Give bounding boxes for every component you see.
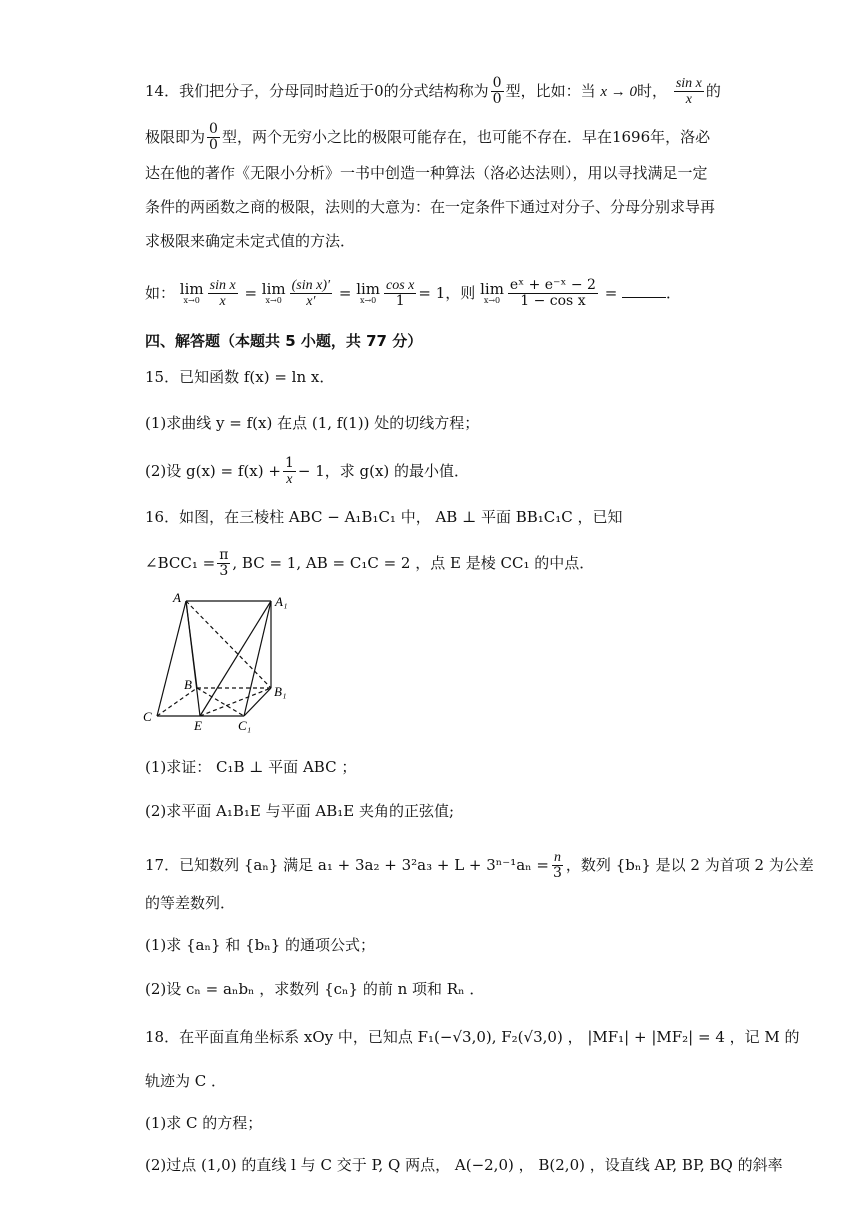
fraction-1-over-x: $\frac{1}{x}$ bbox=[284, 455, 294, 488]
q17-part1: (1)求 {aₙ} 和 {bₙ} 的通项公式； bbox=[145, 936, 376, 954]
q15-stem: 15．已知函数 f(x) = ln x． bbox=[145, 368, 335, 386]
q18-part2: (2)过点 (1,0) 的直线 l 与 C 交于 P, Q 两点， A(−2,0) ， B(2,0) ，设直线 AP, BP, BQ 的斜率 bbox=[145, 1156, 783, 1174]
q17-line2: 的等差数列． bbox=[145, 894, 236, 912]
label-C: C bbox=[143, 709, 152, 724]
q18-part1: (1)求 C 的方程； bbox=[145, 1114, 263, 1132]
lim-1: lim x→0 bbox=[179, 280, 204, 306]
fraction-0-over-0-b: $\frac{0}{0}$ bbox=[209, 121, 218, 154]
example-fraction-1: $\frac{\text{sin x}}{x}$ bbox=[209, 278, 236, 310]
label-E: E bbox=[194, 718, 202, 733]
example-fraction-2: $\frac{\text{(sin x)′}}{x'}$ bbox=[291, 278, 331, 310]
label-A1: A₁ bbox=[275, 594, 288, 609]
q14-line5: 求极限来确定未定式值的方法． bbox=[145, 232, 356, 250]
q14-line4: 条件的两函数之商的极限，法则的大意为：在一定条件下通过对分子、分母分别求导再 bbox=[145, 198, 716, 216]
q17-part2: (2)设 cₙ = aₙbₙ ，求数列 {cₙ} 的前 n 项和 Rₙ ． bbox=[145, 980, 485, 998]
q16-part1: (1)求证： C₁B ⊥ 平面 ABC ； bbox=[145, 758, 357, 776]
q15-part1: (1)求曲线 y = f(x) 在点 (1, f(1)) 处的切线方程； bbox=[145, 414, 480, 432]
q14-line1: 14．我们把分子，分母同时趋近于0的分式结构称为 $\frac{0}{0}$ 型，比如：当 x → 0时， $\frac{\text{sin x}}{x}$ 的 bbox=[145, 75, 721, 108]
q14-line3: 达在他的著作《无限小分析》一书中创造一种算法（洛必达法则），用以寻找满足一定 bbox=[145, 164, 708, 182]
edge-a-e bbox=[186, 601, 200, 716]
section-heading: 四、解答题（本题共 5 小题，共 77 分） bbox=[145, 332, 423, 350]
example-fraction-3: $\frac{\text{cos x}}{1}$ bbox=[386, 278, 415, 310]
prism-figure bbox=[140, 588, 300, 738]
fraction-0-over-0: $\frac{0}{0}$ bbox=[492, 75, 502, 108]
fraction-sinx-over-x: $\frac{\text{sin x}}{x}$ bbox=[675, 76, 702, 108]
q17-line1: 17．已知数列 {aₙ} 满足 a₁ + 3a₂ + 3²a₃ + L + 3ⁿ⁻¹aₙ = $\frac{n}{3}$ ，数列 {bₙ} 是以 2 为首项 2 为公差 bbox=[145, 850, 814, 882]
edge-c1-b1 bbox=[244, 688, 271, 716]
q16-part2: (2)求平面 A₁B₁E 与平面 AB₁E 夹角的正弦值; bbox=[145, 802, 455, 820]
question-fraction: $\frac{\text{eˣ + e⁻ˣ − 2}}{\text{1 − cos x}}$ bbox=[509, 277, 596, 310]
label-C1: C₁ bbox=[238, 718, 252, 733]
q14-line2: 极限即为 $\frac{0}{0}$ 型，两个无穷小之比的极限可能存在，也可能不存在．早在1696年，洛必 bbox=[145, 121, 711, 154]
label-B: B bbox=[184, 677, 192, 692]
fraction-pi-over-3: $\frac{\pi}{3}$ bbox=[219, 547, 229, 580]
lim-3: lim x→0 bbox=[356, 280, 381, 306]
prism-diagram bbox=[140, 588, 300, 738]
q18-line1: 18．在平面直角坐标系 xOy 中，已知点 F₁(−√3,0), F₂(√3,0) ， |MF₁| + |MF₂| = 4 ，记 M 的 bbox=[145, 1028, 800, 1046]
lim-4: lim x→0 bbox=[480, 280, 504, 306]
edge-e-b1 bbox=[200, 688, 271, 716]
q16-line2: ∠BCC₁ = $\frac{\pi}{3}$ , BC = 1, AB = C₁C = 2 ，点 E 是棱 CC₁ 的中点． bbox=[145, 547, 595, 580]
q16-line1: 16．如图，在三棱柱 ABC − A₁B₁C₁ 中， AB ⊥ 平面 BB₁C₁C ，已知 bbox=[145, 508, 623, 526]
q18-line2: 轨迹为 C ． bbox=[145, 1072, 227, 1090]
q15-part2: (2)设 g(x) = f(x) + $\frac{1}{x}$ − 1，求 g(x) 的最小值． bbox=[145, 455, 470, 488]
label-A: A bbox=[173, 590, 181, 605]
answer-blank[interactable] bbox=[622, 283, 666, 298]
edge-a-b1 bbox=[186, 601, 271, 688]
q14-example: 如： lim x→0 $\frac{\text{sin x}}{x}$ = lim x→0 $\frac{\text{(sin x)′}}{x'}$ = lim x→0 $\frac{\text{cos x}}{1}$ = 1，则 lim x→0 $\frac{\text{eˣ + e⁻ˣ − 2}}{\text{1 − cos x}}$ = ． bbox=[145, 277, 682, 310]
edge-a1-c1 bbox=[244, 601, 271, 716]
fraction-n-over-3: $\frac{n}{3}$ bbox=[553, 850, 562, 882]
label-B1: B₁ bbox=[274, 684, 287, 699]
lim-2: lim x→0 bbox=[261, 280, 286, 306]
edge-b-c1 bbox=[197, 688, 244, 716]
